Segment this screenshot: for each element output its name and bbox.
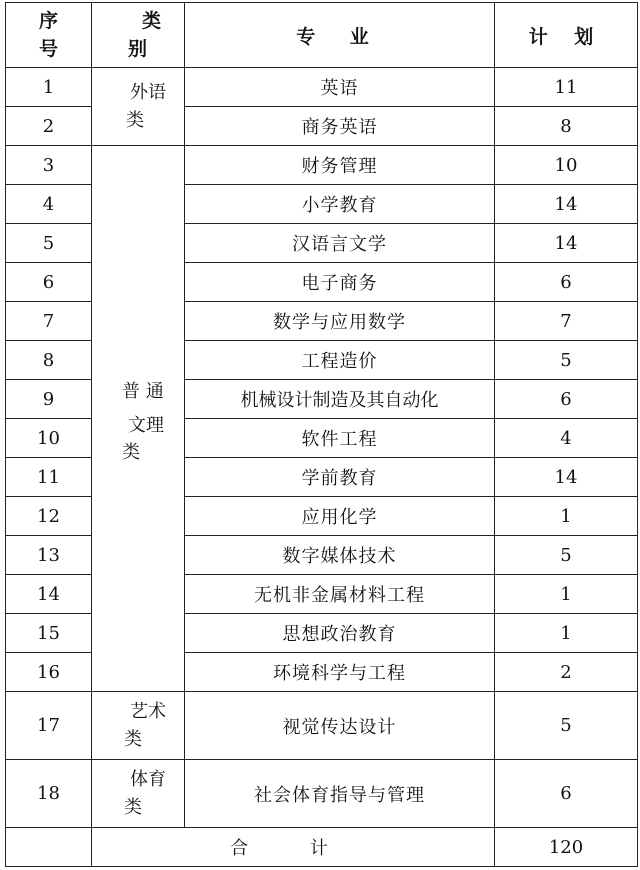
row-major: 商务英语 [185, 107, 495, 146]
row-plan: 6 [495, 380, 638, 419]
row-major: 工程造价 [185, 341, 495, 380]
row-index: 15 [6, 614, 92, 653]
category-art [92, 692, 185, 760]
row-plan: 5 [495, 341, 638, 380]
row-major: 数字媒体技术 [185, 536, 495, 575]
header-category-line2: 别 [128, 38, 148, 60]
category-art-line2: 类 [124, 728, 142, 750]
row-plan: 5 [495, 692, 638, 760]
row-plan: 1 [495, 614, 638, 653]
header-category [92, 3, 185, 68]
row-major: 视觉传达设计 [185, 692, 495, 760]
header-plan: 计 划 [495, 3, 638, 68]
row-major: 数学与应用数学 [185, 302, 495, 341]
row-major: 学前教育 [185, 458, 495, 497]
row-plan: 2 [495, 653, 638, 692]
total-empty-cell [6, 828, 92, 867]
row-index: 8 [6, 341, 92, 380]
row-index: 14 [6, 575, 92, 614]
row-index: 3 [6, 146, 92, 185]
total-value: 120 [495, 828, 638, 867]
header-index [6, 3, 92, 68]
category-sports [92, 760, 185, 828]
row-major: 小学教育 [185, 185, 495, 224]
category-sports-line2: 类 [124, 796, 142, 818]
header-index-line1: 序 [38, 10, 58, 32]
row-major: 机械设计制造及其自动化 [185, 380, 495, 419]
row-plan: 14 [495, 185, 638, 224]
row-plan: 4 [495, 419, 638, 458]
category-foreign-line1: 外语 [130, 81, 166, 103]
row-major: 应用化学 [185, 497, 495, 536]
row-index: 11 [6, 458, 92, 497]
row-index: 9 [6, 380, 92, 419]
enrollment-plan-table [5, 2, 638, 867]
header-index-line2: 号 [38, 38, 58, 60]
category-general-arts-science [92, 146, 185, 692]
row-index: 18 [6, 760, 92, 828]
category-general-line2: 文理 [128, 414, 164, 436]
row-plan: 8 [495, 107, 638, 146]
row-plan: 14 [495, 224, 638, 263]
category-foreign-line2: 类 [126, 109, 144, 131]
row-major: 财务管理 [185, 146, 495, 185]
total-label: 合 计 [92, 828, 495, 867]
row-index: 12 [6, 497, 92, 536]
category-general-line3: 类 [122, 441, 140, 463]
row-major: 汉语言文学 [185, 224, 495, 263]
header-category-line1: 类 [142, 10, 162, 32]
row-major: 环境科学与工程 [185, 653, 495, 692]
row-plan: 5 [495, 536, 638, 575]
row-major: 无机非金属材料工程 [185, 575, 495, 614]
table-row [6, 68, 638, 107]
row-index: 4 [6, 185, 92, 224]
row-index: 17 [6, 692, 92, 760]
row-plan: 1 [495, 575, 638, 614]
row-index: 5 [6, 224, 92, 263]
row-major: 社会体育指导与管理 [185, 760, 495, 828]
row-plan: 1 [495, 497, 638, 536]
category-foreign-language [92, 68, 185, 146]
table-row [6, 692, 638, 760]
row-index: 1 [6, 68, 92, 107]
category-art-line1: 艺术 [130, 700, 166, 722]
header-major: 专 业 [185, 3, 495, 68]
row-major: 电子商务 [185, 263, 495, 302]
table-row [6, 760, 638, 828]
row-plan: 7 [495, 302, 638, 341]
row-index: 7 [6, 302, 92, 341]
row-plan: 6 [495, 760, 638, 828]
category-sports-line1: 体育 [130, 768, 166, 790]
row-plan: 14 [495, 458, 638, 497]
row-index: 10 [6, 419, 92, 458]
row-major: 英语 [185, 68, 495, 107]
row-major: 思想政治教育 [185, 614, 495, 653]
row-index: 6 [6, 263, 92, 302]
row-plan: 11 [495, 68, 638, 107]
row-plan: 10 [495, 146, 638, 185]
row-major: 软件工程 [185, 419, 495, 458]
row-index: 16 [6, 653, 92, 692]
header-row [6, 3, 638, 68]
row-index: 2 [6, 107, 92, 146]
row-index: 13 [6, 536, 92, 575]
table-row [6, 146, 638, 185]
category-general-line1: 普 通 [122, 380, 164, 402]
total-row [6, 828, 638, 867]
row-plan: 6 [495, 263, 638, 302]
